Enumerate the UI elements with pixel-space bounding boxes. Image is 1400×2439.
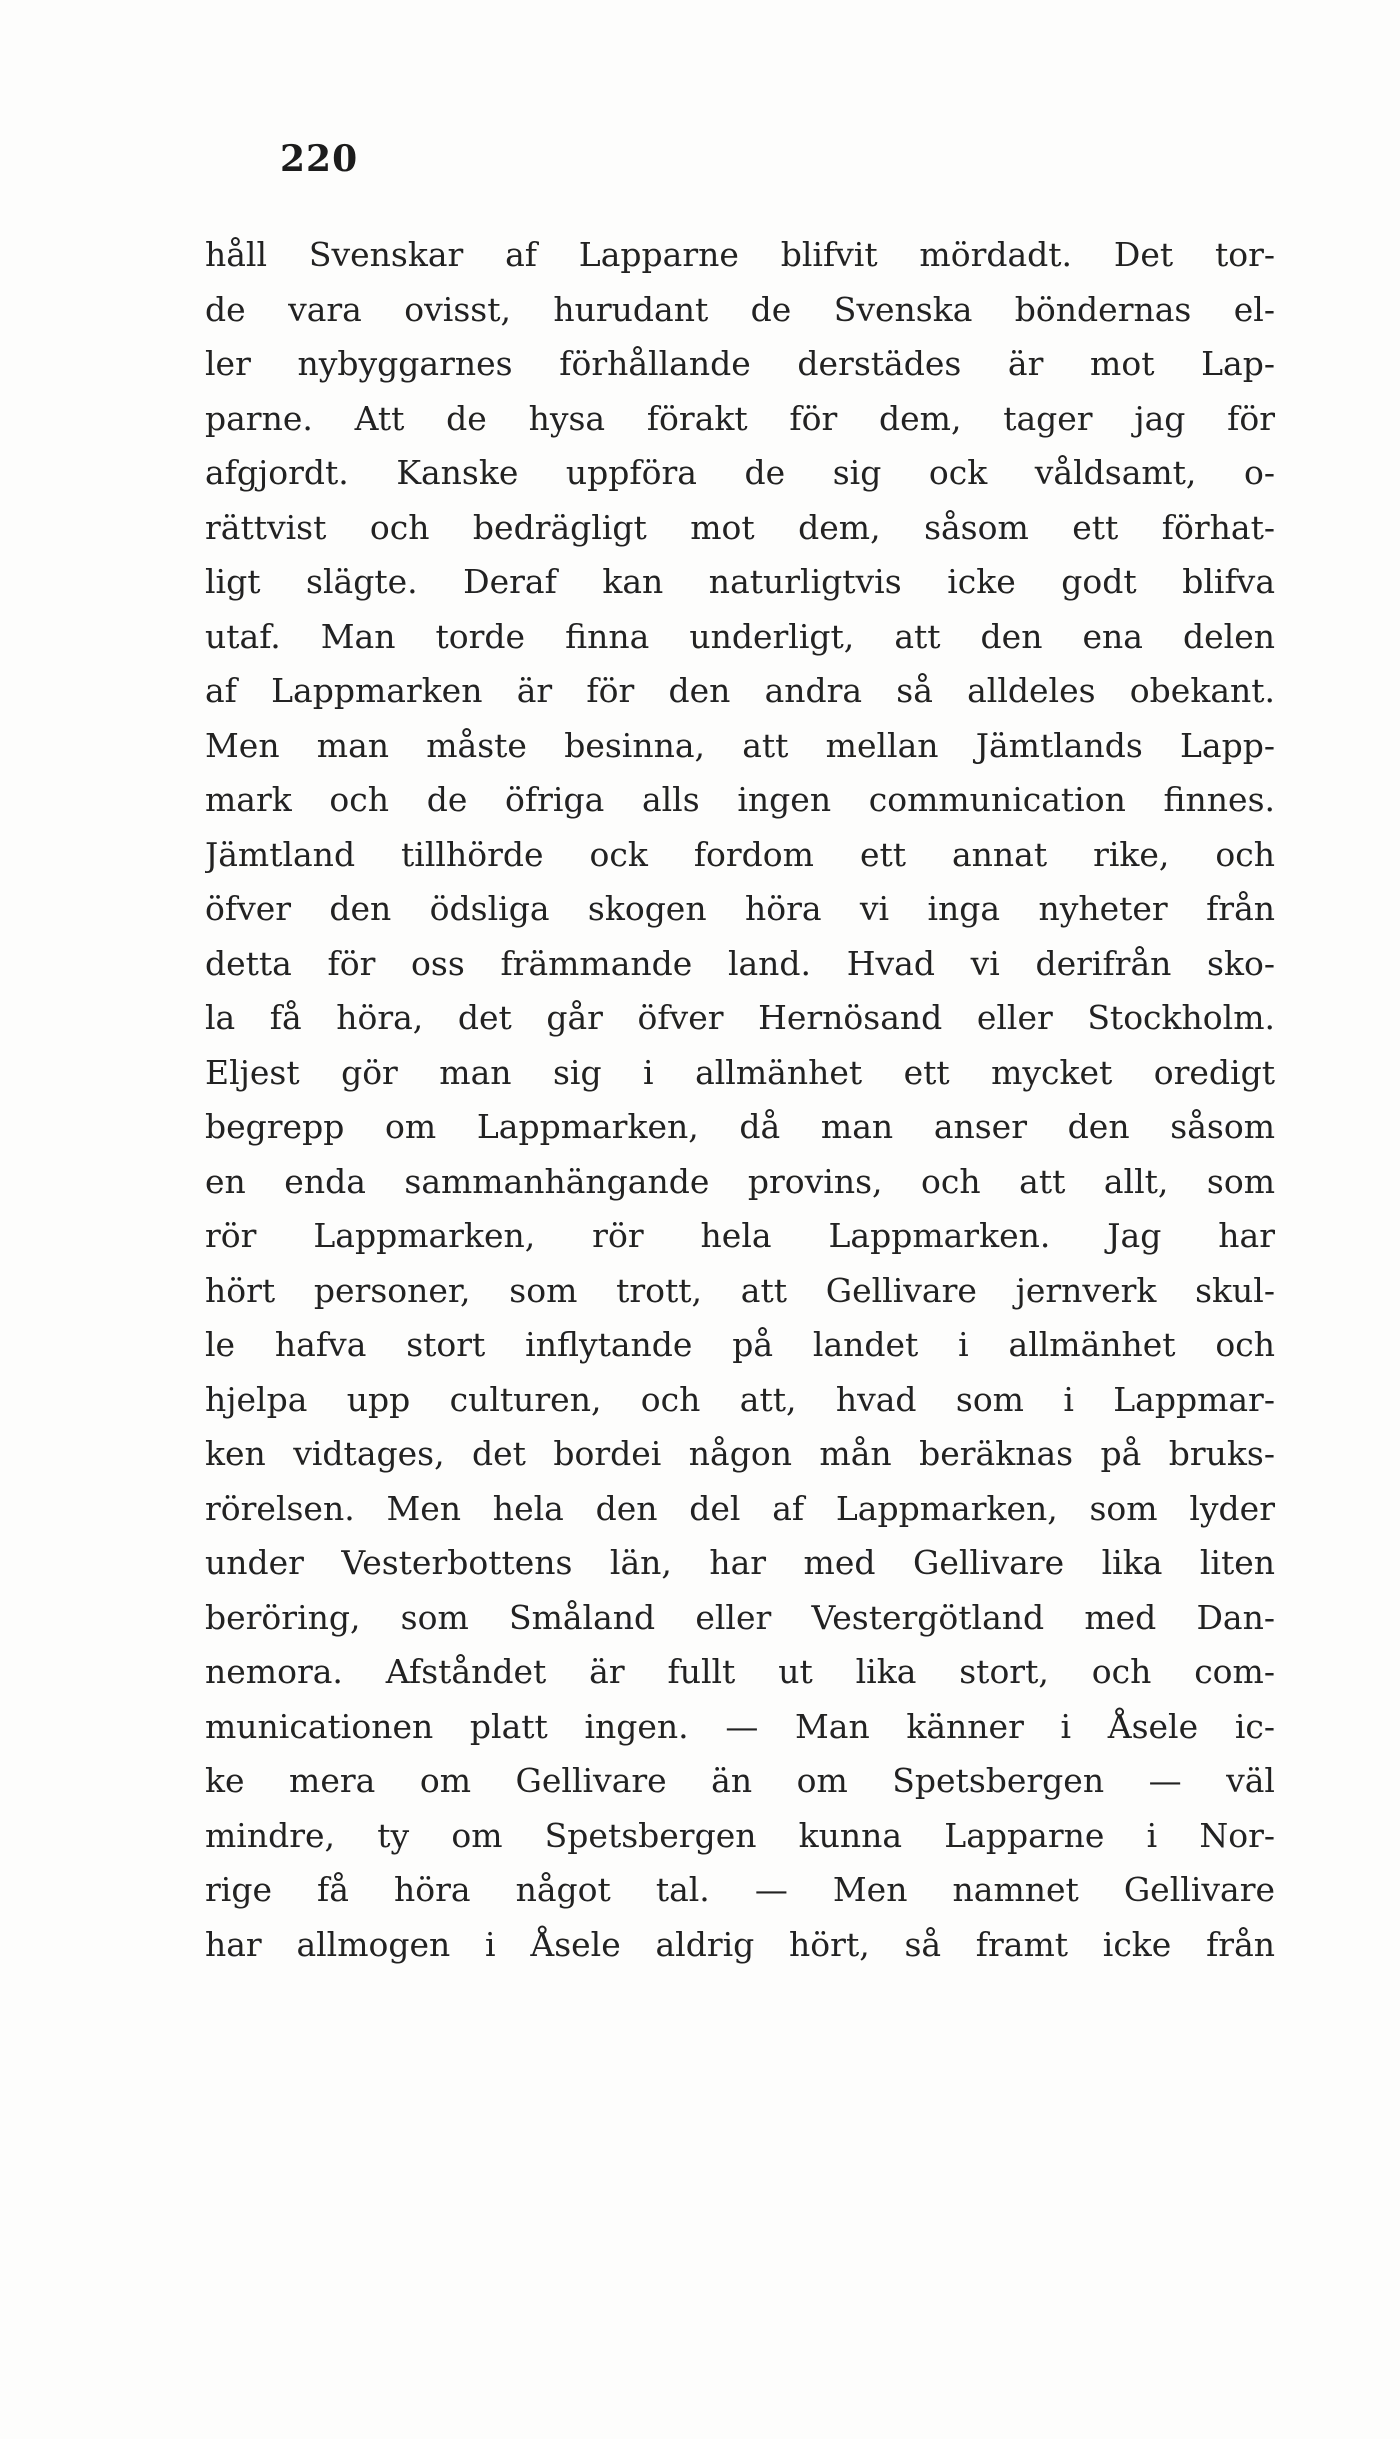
text-line: nemora. Afståndet är fullt ut lika stort, och com- [205,1652,1275,1691]
text-line: parne. Att de hysa förakt för dem, tager jag för [205,398,1275,438]
text-line: håll Svenskar af Lapparne blifvit mördadt. Det tor- [205,235,1275,274]
page-number: 220 [280,138,359,180]
text-line: begrepp om Lappmarken, då man anser den såsom [205,1107,1275,1146]
text-line: af Lappmarken är för den andra så alldeles obekant. [205,671,1275,710]
text-line: ken vidtages, det bordei någon mån beräknas på bruks- [205,1434,1275,1473]
text-line: ligt slägte. Deraf kan naturligtvis icke godt blifva [205,562,1275,601]
text-line: le hafva stort inflytande på landet i allmänhet och [205,1325,1275,1364]
text-line: Jämtland tillhörde ock fordom ett annat rike, och [205,834,1275,874]
text-line: afgjordt. Kanske uppföra de sig ock våldsamt, o- [205,453,1275,492]
text-line: har allmogen i Åsele aldrig hört, så framt icke från [205,1924,1275,1964]
text-line: ler nybyggarnes förhållande derstädes är mot Lap- [205,344,1275,383]
text-line: mindre, ty om Spetsbergen kunna Lapparne i Nor- [205,1815,1275,1855]
text-line: rörelsen. Men hela den del af Lappmarken, som lyder [205,1488,1275,1528]
text-line: mark och de öfriga alls ingen communication finnes. [205,780,1275,819]
text-line: hjelpa upp culturen, och att, hvad som i Lappmar- [205,1379,1275,1419]
text-line: öfver den ödsliga skogen höra vi inga nyheter från [205,889,1275,928]
text-line: beröring, som Småland eller Vestergötland med Dan- [205,1597,1275,1637]
text-line: hört personer, som trott, att Gellivare jernverk skul- [205,1270,1275,1310]
text-line: detta för oss främmande land. Hvad vi derifrån sko- [205,943,1275,983]
text-line: ke mera om Gellivare än om Spetsbergen — väl [205,1761,1275,1800]
text-line: en enda sammanhängande provins, och att allt, som [205,1161,1275,1201]
text-line: utaf. Man torde finna underligt, att den ena delen [205,616,1275,656]
text-line: Eljest gör man sig i allmänhet ett mycket oredigt [205,1052,1275,1092]
body-text [205,228,1275,1972]
text-line: municationen platt ingen. — Man känner i Åsele ic- [205,1706,1275,1746]
text-line: under Vesterbottens län, har med Gellivare lika liten [205,1543,1275,1582]
text-line: la få höra, det går öfver Hernösand eller Stockholm. [205,998,1275,1037]
text-line: rör Lappmarken, rör hela Lappmarken. Jag har [205,1216,1275,1255]
text-line: Men man måste besinna, att mellan Jämtlands Lapp- [205,725,1275,765]
text-line: rige få höra något tal. — Men namnet Gellivare [205,1870,1275,1909]
text-line: rättvist och bedrägligt mot dem, såsom ett förhat- [205,507,1275,547]
text-line: de vara ovisst, hurudant de Svenska böndernas el- [205,289,1275,329]
